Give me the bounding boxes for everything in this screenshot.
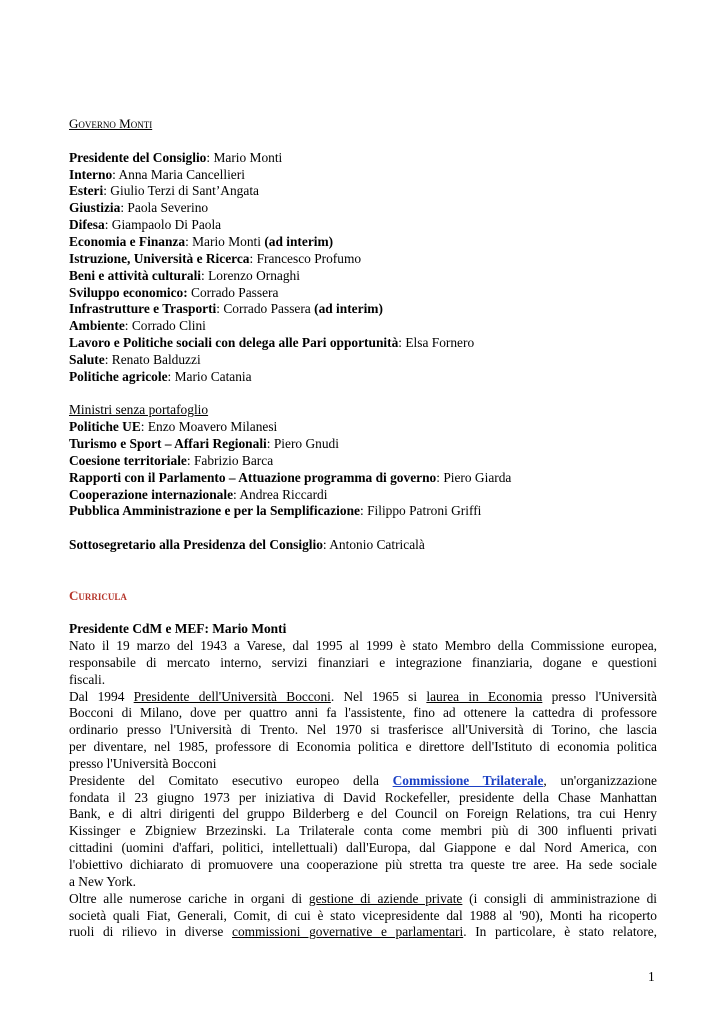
- section-title-curricula: Curricula: [69, 587, 127, 603]
- text-line: Dal 1994 Presidente dell'Università Bocconi. Nel 1965 si laurea in Economia presso l'Università: [69, 688, 657, 704]
- spacer: [69, 571, 657, 588]
- minister-role: Pubblica Amministrazione e per la Semplificazione: [69, 503, 360, 519]
- spacer: [69, 386, 657, 403]
- text-line: Oltre alle numerose cariche in organi di gestione di aziende private (i consigli di amministrazione di: [69, 890, 657, 906]
- minister-role: Giustizia: [69, 200, 121, 216]
- text-line: società quali Fiat, Generali, Comit, di cui è stato vicepresidente dal 1988 al '90), Monti ha ricoperto: [69, 907, 657, 923]
- link-presidente-bocconi[interactable]: Presidente dell'Università Bocconi: [133, 688, 331, 704]
- minister-line: Presidente del Consiglio: Mario Monti: [69, 149, 283, 165]
- minister-line: Infrastrutture e Trasporti: Corrado Passera (ad interim): [69, 301, 383, 317]
- text-line: Bocconi di Milano, dove per quattro anni fa l'assistente, fino ad ottenere la cattedra di professore: [69, 705, 657, 721]
- text-line: Presidente del Comitato esecutivo europeo della Commissione Trilaterale, un'organizzazione: [69, 772, 657, 788]
- minister-note: (ad interim): [314, 301, 383, 317]
- minister-role: Sviluppo economico:: [69, 284, 188, 300]
- spacer: [69, 133, 657, 150]
- minister-name: Corrado Clini: [131, 318, 206, 334]
- text-line: l'obiettivo dichiarato di promuovere una cooperazione più stretta tra queste tre aree. Ha sede sociale: [69, 857, 657, 872]
- minister-role: Difesa: [69, 217, 105, 233]
- minister-name: Elsa Fornero: [405, 335, 475, 351]
- link-commissioni-governative[interactable]: commissioni governative e parlamentari: [232, 924, 464, 940]
- minister-name: Fabrizio Barca: [193, 452, 274, 468]
- minister-role: Beni e attività culturali: [69, 267, 202, 283]
- link-gestione-aziende[interactable]: gestione di aziende private: [308, 890, 463, 906]
- minister-role: Salute: [69, 351, 105, 367]
- text-line: presso l'Università Bocconi: [69, 755, 217, 771]
- text-line: Kissinger e Zbigniew Brzezinski. La Trilaterale conta come membri più di 300 influenti privati: [69, 823, 657, 839]
- paragraph-trilaterale: [69, 773, 657, 891]
- minister-name: Corrado Passera: [191, 284, 279, 300]
- minister-line: Lavoro e Politiche sociali con delega alle Pari opportunità: Elsa Fornero: [69, 335, 475, 351]
- minister-line: Politiche UE: Enzo Moavero Milanesi: [69, 419, 278, 435]
- document-body: [69, 116, 657, 941]
- minister-line: Interno: Anna Maria Cancellieri: [69, 166, 245, 182]
- minister-role: Economia e Finanza: [69, 234, 186, 250]
- minister-name: Enzo Moavero Milanesi: [147, 419, 278, 435]
- minister-name: Corrado Passera: [223, 301, 311, 317]
- ministers-list: [69, 150, 657, 386]
- minister-line: Beni e attività culturali: Lorenzo Ornaghi: [69, 267, 300, 283]
- minister-line: Cooperazione internazionale: Andrea Riccardi: [69, 486, 328, 502]
- minister-name: Lorenzo Ornaghi: [208, 267, 300, 283]
- minister-line: [69, 285, 657, 302]
- minister-role: Ambiente: [69, 318, 125, 334]
- minister-line: Ambiente: Corrado Clini: [69, 318, 206, 334]
- minister-name: Mario Catania: [174, 368, 252, 384]
- minister-name: Mario Monti: [192, 234, 261, 250]
- senza-portafoglio-title: Ministri senza portafoglio: [69, 402, 209, 418]
- link-commissione-trilaterale[interactable]: Commissione Trilaterale: [392, 772, 544, 788]
- minister-role: Istruzione, Università e Ricerca: [69, 250, 250, 266]
- minister-name: Paola Severino: [127, 200, 209, 216]
- spacer: [69, 554, 657, 571]
- text-line: ruoli di rilievo in diverse commissioni governative e parlamentari. In particolare, è stato relatore,: [69, 924, 658, 940]
- text-line: ordinario presso l'Università di Trento. Nel 1970 si trasferisce all'Università di Torino, che lascia: [69, 722, 657, 738]
- minister-line: Difesa: Giampaolo Di Paola: [69, 217, 222, 233]
- spacer: [69, 604, 657, 621]
- minister-role: Interno: [69, 166, 113, 182]
- minister-name: Renato Balduzzi: [111, 351, 201, 367]
- trilaterale-lines: [69, 790, 657, 891]
- minister-name: Francesco Profumo: [256, 250, 362, 266]
- minister-role: Politiche agricole: [69, 368, 168, 384]
- minister-name: Anna Maria Cancellieri: [118, 166, 245, 182]
- section-title-governo: Governo Monti: [69, 116, 153, 131]
- minister-line: Istruzione, Università e Ricerca: Francesco Profumo: [69, 250, 362, 266]
- minister-line: Esteri: Giulio Terzi di Sant’Angata: [69, 183, 259, 199]
- minister-role: Turismo e Sport – Affari Regionali: [69, 436, 267, 452]
- minister-line: Pubblica Amministrazione e per la Semplificazione: Filippo Patroni Griffi: [69, 503, 482, 519]
- minister-role: Politiche UE: [69, 419, 141, 435]
- minister-name: Andrea Riccardi: [239, 486, 328, 502]
- text-line: Nato il 19 marzo del 1943 a Varese, dal 1995 al 1999 è stato Membro della Commissione europea,: [69, 638, 657, 654]
- minister-note: (ad interim): [264, 234, 334, 250]
- minister-role: Infrastrutture e Trasporti: [69, 301, 217, 317]
- text-line: a New York.: [69, 873, 136, 889]
- text-line: fiscali.: [69, 671, 106, 687]
- minister-name: Mario Monti: [213, 149, 283, 165]
- minister-name: Piero Giarda: [443, 469, 512, 485]
- minister-line: Giustizia: Paola Severino: [69, 200, 209, 216]
- minister-role: Esteri: [69, 183, 104, 199]
- paragraph-cariche: [69, 891, 657, 942]
- text-line: Bank, e di altri dirigenti del gruppo Bilderberg e del Council on Foreign Relations, tra cui Henry: [69, 806, 657, 822]
- minister-line: Rapporti con il Parlamento – Attuazione programma di governo: Piero Giarda: [69, 469, 512, 485]
- text-line: responsabile di mercato interno, servizi finanziari e integrazione finanziaria, dogane e questioni: [69, 654, 657, 670]
- minister-line: Economia e Finanza: Mario Monti (ad interim): [69, 234, 334, 250]
- minister-name: Piero Gnudi: [273, 436, 339, 452]
- sottosegretario-line: Sottosegretario alla Presidenza del Consiglio: Antonio Catricalà: [69, 537, 425, 553]
- text-line: per diventare, nel 1985, professore di Economia politica e direttore dell'Istituto di economia politica: [69, 739, 657, 755]
- minister-name: Giampaolo Di Paola: [111, 217, 222, 233]
- text-line: fondata il 23 giugno 1973 per iniziativa di David Rockefeller, presidente della Chase Manhattan: [69, 789, 657, 805]
- minister-line: Salute: Renato Balduzzi: [69, 351, 201, 367]
- minister-role: Coesione territoriale: [69, 452, 187, 468]
- minister-name: Filippo Patroni Griffi: [367, 503, 482, 519]
- senza-portafoglio-list: [69, 419, 657, 520]
- minister-line: Coesione territoriale: Fabrizio Barca: [69, 452, 274, 468]
- link-laurea-economia[interactable]: laurea in Economia: [426, 688, 543, 704]
- page-number: 1: [648, 969, 655, 984]
- minister-role: Presidente del Consiglio: [69, 149, 207, 165]
- spacer: [69, 520, 657, 537]
- text-line: cittadini (uomini d'affari, politici, intellettuali) dall'Europa, dal Giappone e dal Nord America, con: [69, 840, 657, 856]
- minister-role: Rapporti con il Parlamento – Attuazione programma di governo: [69, 469, 437, 485]
- curricula-heading: Presidente CdM e MEF: Mario Monti: [69, 621, 287, 637]
- minister-role: Lavoro e Politiche sociali con delega alle Pari opportunità: [69, 335, 399, 351]
- minister-line: Politiche agricole: Mario Catania: [69, 368, 252, 384]
- minister-role: Cooperazione internazionale: [69, 486, 234, 502]
- minister-line: Turismo e Sport – Affari Regionali: Piero Gnudi: [69, 436, 339, 452]
- paragraph-bocconi: [69, 689, 657, 773]
- minister-name: Giulio Terzi di Sant’Angata: [110, 183, 259, 199]
- paragraph-bio: [69, 638, 657, 689]
